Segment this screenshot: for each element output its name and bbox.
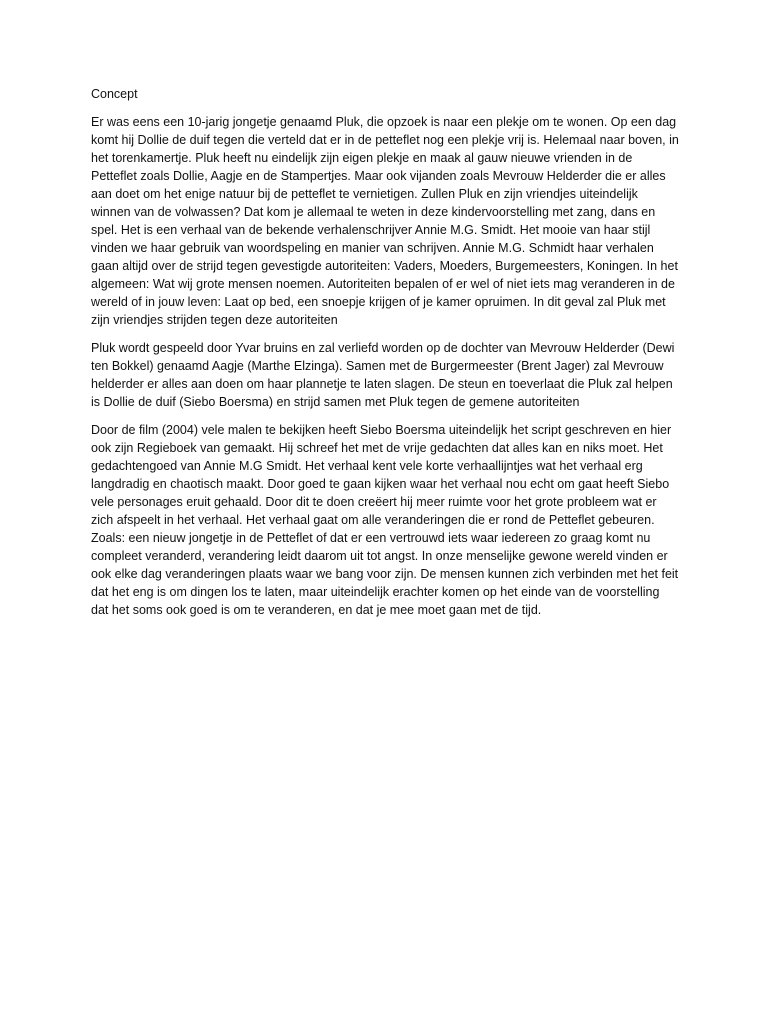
document-heading: Concept	[91, 87, 138, 101]
paragraph-intro: Er was eens een 10-jarig jongetje genaamd Pluk, die opzoek is naar een plekje om te wonen. Op een dag komt hij Dollie de duif tegen die verteld dat er in de petteflet nog een plekje vrij is. Helemaal naar boven, in het torenkamertje. Pluk heeft nu eindelijk zijn eigen plekje en maak al gauw nieuwe vrienden in de Petteflet zoals Dollie, Aagje en de Stampertjes. Maar ook vijanden zoals Mevrouw Helderder die er alles aan doet om het enige natuur bij de petteflet te vernietigen. Zullen Pluk en zijn vriendjes uiteindelijk winnen van de volwassen? Dat kom je allemaal te weten in deze kindervoorstelling met zang, dans en spel. Het is een verhaal van de bekende verhalenschrijver Annie M.G. Smidt. Het mooie van haar stijl vinden we haar gebruik van woordspeling en manier van schrijven. Annie M.G. Schmidt haar verhalen gaan altijd over de strijd tegen gevestigde autoriteiten: Vaders, Moeders, Burgemeesters, Koningen. In het algemeen: Wat wij grote mensen noemen. Autoriteiten bepalen of er wel of niet iets mag veranderen in de wereld of in jouw leven: Laat op bed, een snoepje krijgen of je kamer opruimen. In dit geval zal Pluk met zijn vriendjes strijden tegen deze autoriteiten	[91, 115, 679, 327]
paragraph-cast: Pluk wordt gespeeld door Yvar bruins en zal verliefd worden op de dochter van Mevrouw Helderder (Dewi ten Bokkel) genaamd Aagje (Marthe Elzinga). Samen met de Burgermeester (Brent Jager) zal Mevrouw helderder er alles aan doen om haar plannetje te laten slagen. De steun en toeverlaat die Pluk zal helpen is Dollie de duif (Siebo Boersma) en strijd samen met Pluk tegen de gemene autoriteiten	[91, 341, 675, 409]
paragraph-script: Door de film (2004) vele malen te bekijken heeft Siebo Boersma uiteindelijk het script geschreven en hier ook zijn Regieboek van gemaakt. Hij schreef het met de vrije gedachten dat alles kan en niks moet. Het gedachtengoed van Annie M.G Smidt. Het verhaal kent vele korte verhaallijntjes wat het verhaal erg langdradig en chaotisch maakt. Door goed te gaan kijken waar het verhaal nou echt om gaat heeft Siebo vele personages eruit gehaald. Door dit te doen creëert hij meer ruimte voor het grote probleem wat er zich afspeelt in het verhaal. Het verhaal gaat om alle veranderingen die er rond de Petteflet gebeuren. Zoals: een nieuw jongetje in de Petteflet of dat er een vertrouwd iets waar iedereen zo graag komt nu compleet veranderd, verandering leidt daarom uit tot angst. In onze menselijke gewone wereld vinden er ook elke dag veranderingen plaats waar we bang voor zijn. De mensen kunnen zich verbinden met het feit dat het eng is om dingen los te laten, maar uiteindelijk erachter komen op het einde van de voorstelling dat het soms ook goed is om te veranderen, en dat je mee moet gaan met de tijd.	[91, 423, 679, 617]
document-page	[91, 85, 680, 629]
